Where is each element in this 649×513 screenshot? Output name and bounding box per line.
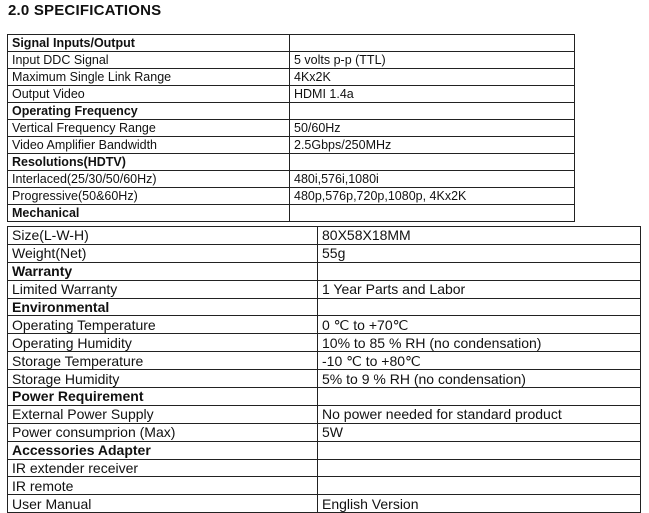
spec-row [8, 86, 575, 103]
section-header-label: Environmental [8, 298, 318, 316]
spec-value: English Version [318, 495, 641, 513]
spec-label: Progressive(50&60Hz) [8, 188, 290, 205]
spec-value: 80X58X18MM [318, 227, 641, 245]
spec-row [8, 69, 575, 86]
section-header-label: Resolutions(HDTV) [8, 154, 290, 171]
section-header-row [8, 103, 575, 120]
section-header-row [8, 441, 641, 459]
section-header-row [8, 154, 575, 171]
spec-row [8, 316, 641, 334]
spec-row [8, 227, 641, 245]
spec-row [8, 244, 641, 262]
spec-value [290, 205, 575, 222]
spec-value: 5% to 9 % RH (no condensation) [318, 370, 641, 388]
spec-value: 4Kx2K [290, 69, 575, 86]
spec-row [8, 423, 641, 441]
spec-value [318, 298, 641, 316]
section-header-row [8, 35, 575, 52]
spec-value [318, 441, 641, 459]
section-header-label: Warranty [8, 262, 318, 280]
spec-value: 480p,576p,720p,1080p, 4Kx2K [290, 188, 575, 205]
spec-label: Video Amplifier Bandwidth [8, 137, 290, 154]
section-header-label: Power Requirement [8, 388, 318, 406]
spec-value: 50/60Hz [290, 120, 575, 137]
spec-value [290, 154, 575, 171]
spec-row [8, 459, 641, 477]
spec-value: No power needed for standard product [318, 405, 641, 423]
spec-label: Maximum Single Link Range [8, 69, 290, 86]
section-header-label: Mechanical [8, 205, 290, 222]
spec-value: 2.5Gbps/250MHz [290, 137, 575, 154]
spec-label: User Manual [8, 495, 318, 513]
spec-label: Storage Temperature [8, 352, 318, 370]
spec-value: 1 Year Parts and Labor [318, 280, 641, 298]
spec-label: IR remote [8, 477, 318, 495]
spec-label: Power consumprion (Max) [8, 423, 318, 441]
spec-row [8, 477, 641, 495]
spec-label: Output Video [8, 86, 290, 103]
spec-row [8, 52, 575, 69]
spec-value [318, 477, 641, 495]
spec-value: 5 volts p-p (TTL) [290, 52, 575, 69]
spec-row [8, 405, 641, 423]
spec-label: External Power Supply [8, 405, 318, 423]
spec-label: Weight(Net) [8, 244, 318, 262]
spec-row [8, 370, 641, 388]
spec-label: Size(L-W-H) [8, 227, 318, 245]
spec-row [8, 188, 575, 205]
signal-specs-table [7, 34, 575, 222]
spec-label: Operating Humidity [8, 334, 318, 352]
spec-row [8, 334, 641, 352]
section-header-row [8, 262, 641, 280]
spec-label: Limited Warranty [8, 280, 318, 298]
spec-value: 55g [318, 244, 641, 262]
spec-label: IR extender receiver [8, 459, 318, 477]
spec-value: 5W [318, 423, 641, 441]
spec-value [290, 35, 575, 52]
spec-value: -10 ℃ to +80℃ [318, 352, 641, 370]
page-title: 2.0 SPECIFICATIONS [8, 2, 162, 19]
spec-label: Operating Temperature [8, 316, 318, 334]
section-header-row [8, 298, 641, 316]
spec-row [8, 352, 641, 370]
spec-label: Vertical Frequency Range [8, 120, 290, 137]
section-header-label: Operating Frequency [8, 103, 290, 120]
spec-row [8, 280, 641, 298]
spec-row [8, 120, 575, 137]
spec-value: HDMI 1.4a [290, 86, 575, 103]
spec-value: 10% to 85 % RH (no condensation) [318, 334, 641, 352]
physical-specs-table [7, 226, 641, 513]
spec-value [290, 103, 575, 120]
section-header-row [8, 205, 575, 222]
spec-label: Input DDC Signal [8, 52, 290, 69]
spec-row [8, 171, 575, 188]
spec-label: Storage Humidity [8, 370, 318, 388]
section-header-row [8, 388, 641, 406]
spec-row [8, 137, 575, 154]
spec-value: 0 ℃ to +70℃ [318, 316, 641, 334]
spec-label: Interlaced(25/30/50/60Hz) [8, 171, 290, 188]
section-header-label: Signal Inputs/Output [8, 35, 290, 52]
section-header-label: Accessories Adapter [8, 441, 318, 459]
spec-row [8, 495, 641, 513]
spec-value [318, 262, 641, 280]
spec-value [318, 388, 641, 406]
spec-value: 480i,576i,1080i [290, 171, 575, 188]
spec-value [318, 459, 641, 477]
